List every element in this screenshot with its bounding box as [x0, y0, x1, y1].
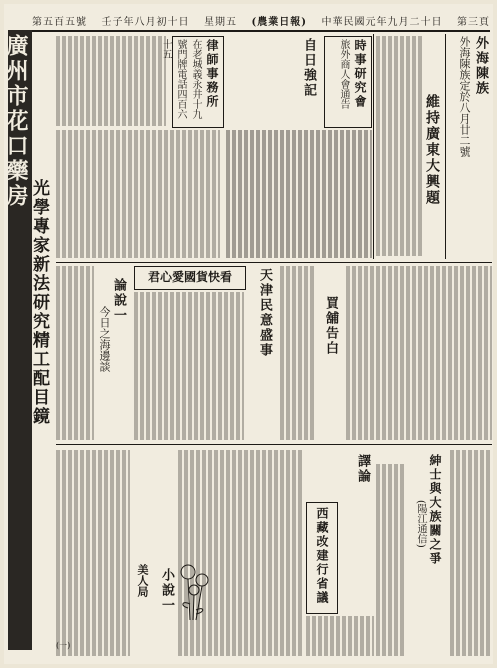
article-lead: 旅外商人會通告 [338, 39, 349, 109]
article-title: 君心愛國貨快看 [147, 270, 232, 284]
article-body [134, 292, 244, 440]
article-body [346, 266, 492, 440]
page-footer-mark: (一) [56, 641, 71, 650]
article-ad-medicine [172, 36, 224, 128]
article-body [56, 130, 220, 258]
article-subtitle: 今日之海邊談 [98, 306, 111, 372]
article-body [178, 450, 302, 656]
newspaper-page [4, 4, 493, 664]
article-title: 譯論 [355, 454, 370, 484]
column-rule [445, 34, 446, 259]
article-column-self [294, 36, 320, 126]
masthead [32, 10, 490, 32]
article-title: 外海陳族 [473, 36, 488, 96]
article-lead: 在老城義永井十九號門牌電話四百六 [175, 39, 201, 119]
flower-illustration [174, 560, 214, 624]
columns-area [56, 34, 492, 660]
article-title: 小說一 [159, 568, 174, 613]
article-body [450, 450, 492, 656]
article-title: 西藏改建行省議 [315, 507, 329, 605]
novel-subtitle [134, 564, 154, 664]
article-news-tianjin [252, 266, 276, 436]
article-title: 紳士與大族關之爭 [428, 454, 442, 566]
article-ad-meeting [324, 36, 372, 128]
weekday: 星期五 [204, 16, 237, 28]
article-body [280, 266, 314, 440]
article-lead: 外海陳族定於八月廿二號 [458, 36, 471, 157]
article-sale-notice [318, 266, 342, 436]
article-title: 天津民意盛事 [257, 268, 272, 358]
era-date: 中華民國元年九月二十日 [321, 16, 443, 28]
article-body [306, 616, 374, 656]
issue-number: 第五百五號 [32, 16, 87, 28]
article-reform-news [306, 502, 338, 614]
tier-divider [56, 262, 492, 263]
article-title: 時事研究會 [353, 39, 367, 109]
article-subtitle: 美人局 [136, 564, 149, 597]
ad-body [56, 36, 166, 126]
pharmacy-ad-banner: 廣州市花口藥房 [8, 30, 32, 650]
optics-ad-banner: 光學專家新法研究精工配目鏡 [29, 179, 49, 426]
article-editorial-1 [376, 34, 444, 259]
column-rule [373, 34, 374, 259]
article-body [56, 266, 94, 440]
article-title: 自日強記 [301, 38, 316, 98]
article-body [56, 450, 130, 656]
article-body [376, 36, 422, 256]
article-shop-notice [134, 266, 246, 290]
article-subtitle: (陽江通信) [415, 500, 426, 548]
article-body [226, 130, 372, 258]
article-title: 買舖告白 [323, 296, 338, 356]
article-title: 律師事務所 [205, 39, 219, 109]
article-title: 維持廣東大興題 [424, 94, 440, 206]
article-gentry-dispute [406, 450, 446, 600]
article-title: 論說一 [111, 278, 126, 323]
tier-divider [56, 444, 492, 445]
paper-name: (農業日報) [251, 16, 307, 28]
lunar-date: 壬子年八月初十日 [101, 16, 190, 28]
article-ad-top-right [448, 34, 492, 259]
page-number: 第三頁 [456, 16, 490, 28]
article-commentary [96, 266, 130, 436]
article-translation [350, 450, 374, 530]
article-body [376, 464, 404, 656]
